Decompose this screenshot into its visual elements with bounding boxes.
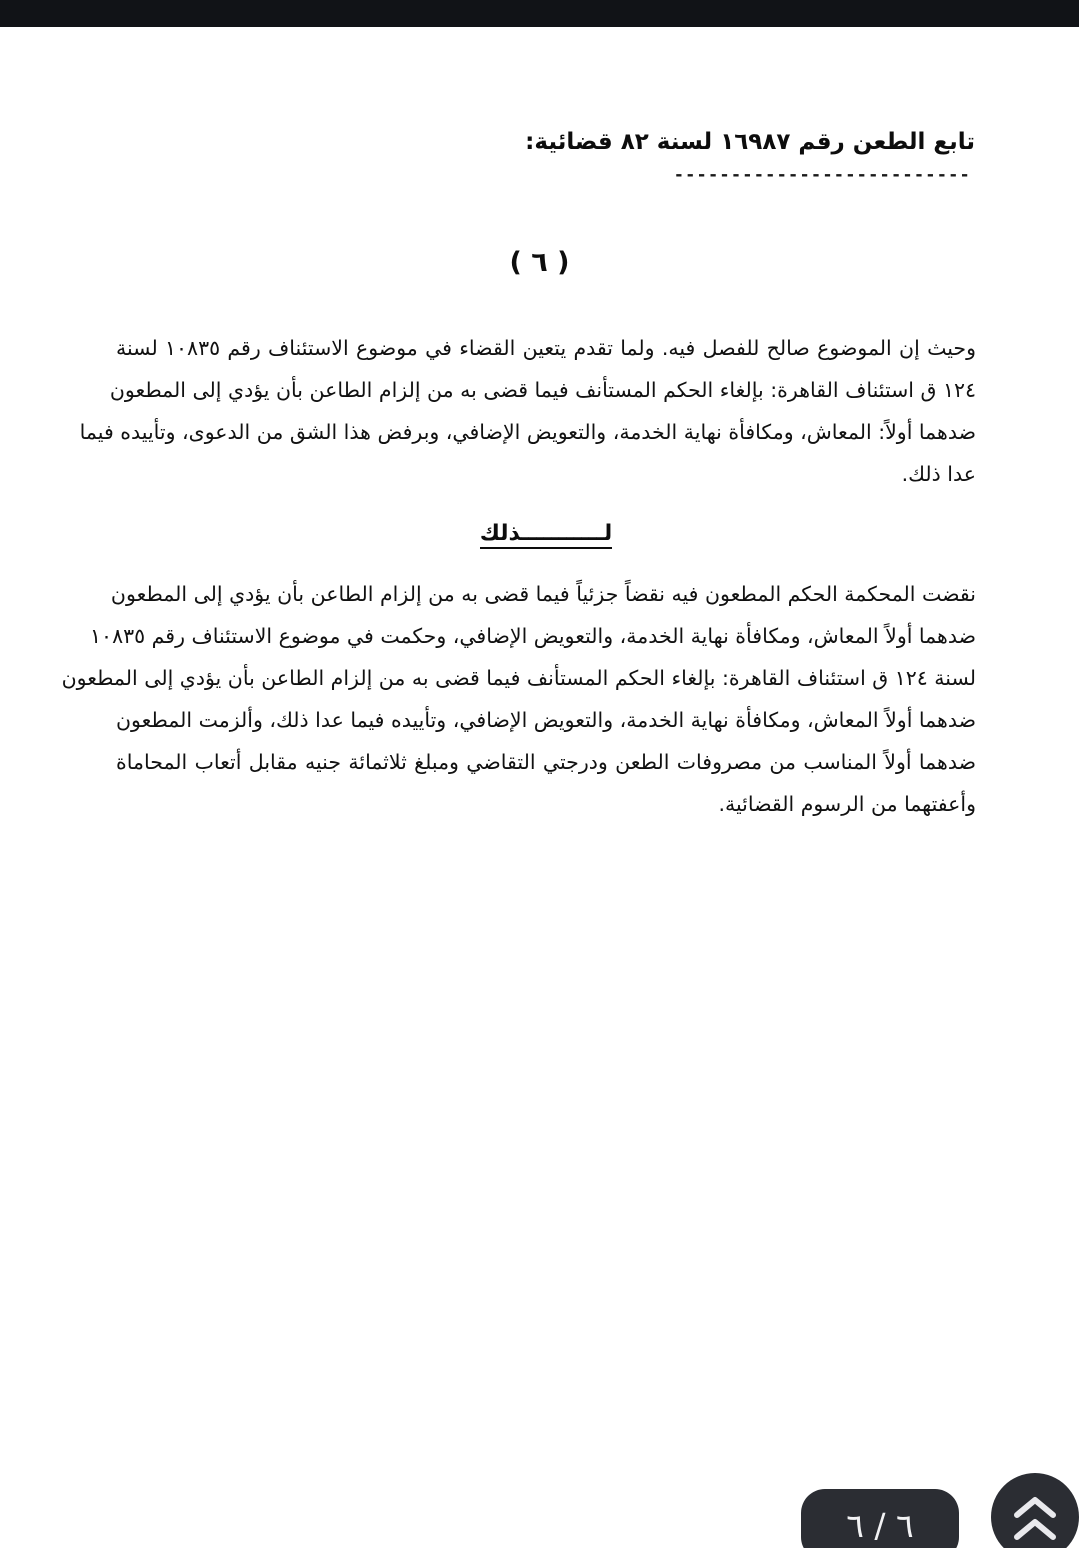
verdict-heading-text: لـــــــــــذلك xyxy=(480,521,612,549)
paragraph-line: ضدهما أولاً المعاش، ومكافأة نهاية الخدمة، والتعويض الإضافي، وتأييده فيما عدا ذلك، وألزمت المطعون xyxy=(115,708,976,732)
paragraph-line: لسنة ١٢٤ ق استئناف القاهرة: بإلغاء الحكم المستأنف فيما قضى به من إلزام الطاعن بأن يؤدي إلى المطعون xyxy=(61,666,976,690)
paragraph-line: ضدهما أولاً المناسب من مصروفات الطعن ودرجتي التقاضي ومبلغ ثلاثمائة جنيه مقابل أتعاب المحاماة xyxy=(116,750,976,774)
page-indicator-label: ٦ / ٦ xyxy=(846,1505,914,1545)
page-number-marker: ( ٦ ) xyxy=(509,247,570,278)
document-header xyxy=(103,128,975,182)
paragraph-line: ضدهما أولاً المعاش، ومكافأة نهاية الخدمة، والتعويض الإضافي، وحكمت في موضوع الاستئناف رقم ١٠٨٣٥ xyxy=(90,624,976,648)
paragraph-line: ١٢٤ ق استئناف القاهرة: بإلغاء الحكم المستأنف فيما قضى به من إلزام الطاعن بأن يؤدي إلى المطعون xyxy=(109,378,976,402)
chevron-double-up-icon xyxy=(1012,1495,1058,1547)
paragraph-final-verdict xyxy=(61,573,976,825)
document-body xyxy=(61,327,976,825)
document-header-title: تابع الطعن رقم ١٦٩٨٧ لسنة ٨٢ قضائية: xyxy=(525,129,975,155)
paragraph-line: وأعفتهما من الرسوم القضائية. xyxy=(718,792,976,816)
document-header-rule: -------------------------- xyxy=(673,167,971,182)
document-page[interactable] xyxy=(0,27,1079,1548)
paragraph-ruling-premise xyxy=(79,327,976,495)
status-bar xyxy=(0,0,1079,27)
paragraph-line: عدا ذلك. xyxy=(901,462,976,486)
verdict-heading xyxy=(116,521,976,549)
page-indicator[interactable] xyxy=(801,1489,959,1548)
paragraph-line: ضدهما أولاً: المعاش، ومكافأة نهاية الخدمة، والتعويض الإضافي، وبرفض هذا الشق من الدعوى، وتأييده فيما xyxy=(79,420,976,444)
paragraph-line: وحيث إن الموضوع صالح للفصل فيه. ولما تقدم يتعين القضاء في موضوع الاستئناف رقم ١٠٨٣٥ لسنة xyxy=(116,336,976,360)
paragraph-line: نقضت المحكمة الحكم المطعون فيه نقضاً جزئياً فيما قضى به من إلزام الطاعن بأن يؤدي إلى المطعون xyxy=(110,582,976,606)
